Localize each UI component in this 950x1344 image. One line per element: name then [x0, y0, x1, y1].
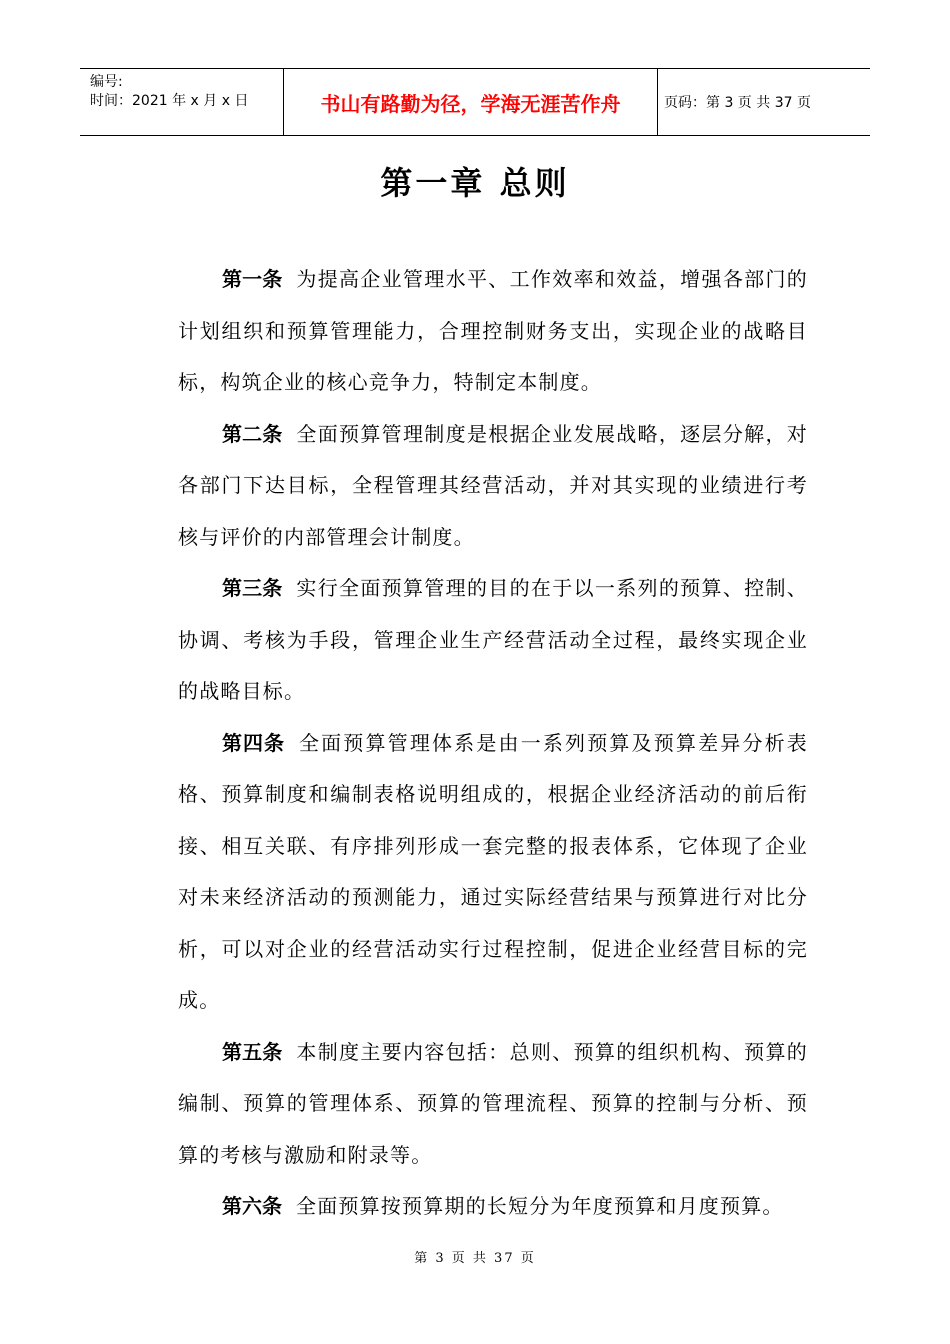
page-header [80, 68, 870, 136]
article-text: 本制度主要内容包括：总则、预算的组织机构、预算的编制、预算的管理体系、预算的管理流程、预算的控制与分析、预算的考核与激励和附录等。 [178, 1039, 808, 1167]
header-meta [80, 69, 283, 135]
article-label: 第六条 [222, 1194, 282, 1218]
article-5 [178, 1027, 808, 1182]
article-2 [178, 409, 808, 564]
header-motto: 书山有路勤为径，学海无涯苦作舟 [283, 69, 658, 135]
article-text: 全面预算管理体系是由一系列预算及预算差异分析表格、预算制度和编制表格说明组成的，根据企业经济活动的前后衔接、相互关联、有序排列形成一套完整的报表体系，它体现了企业对未来经济活动的预测能力，通过实际经营结果与预算进行对比分析，可以对企业的经营活动实行过程控制，促进企业经营目标的完成。 [178, 730, 809, 1012]
article-label: 第四条 [222, 730, 285, 755]
article-label: 第二条 [222, 421, 283, 446]
article-text: 为提高企业管理水平、工作效率和效益，增强各部门的计划组织和预算管理能力，合理控制财务支出，实现企业的战略目标，构筑企业的核心竞争力，特制定本制度。 [178, 267, 808, 394]
article-3 [178, 563, 808, 718]
article-4 [178, 718, 808, 1027]
article-text: 实行全面预算管理的目的在于以一系列的预算、控制、协调、考核为手段，管理企业生产经营活动全过程，最终实现企业的战略目标。 [178, 576, 808, 703]
header-page-number: 页码：第 3 页 共 37 页 [664, 95, 811, 111]
article-1 [178, 254, 808, 409]
chapter-title: 第一章 总则 [380, 164, 570, 202]
page-footer: 第 3 页 共 37 页 [414, 1251, 536, 1266]
article-6 [178, 1181, 808, 1233]
document-number-label: 编号: [90, 74, 123, 90]
article-label: 第五条 [222, 1039, 283, 1064]
article-text: 全面预算管理制度是根据企业发展战略，逐层分解，对各部门下达目标，全程管理其经营活动，并对其实现的业绩进行考核与评价的内部管理会计制度。 [178, 421, 808, 549]
article-label: 第三条 [222, 576, 283, 600]
article-label: 第一条 [222, 267, 283, 291]
document-date-label: 时间：2021 年 x 月 x 日 [90, 93, 249, 109]
article-text: 全面预算按预算期的长短分为年度预算和月度预算。 [296, 1194, 784, 1218]
article-list [178, 254, 808, 1233]
